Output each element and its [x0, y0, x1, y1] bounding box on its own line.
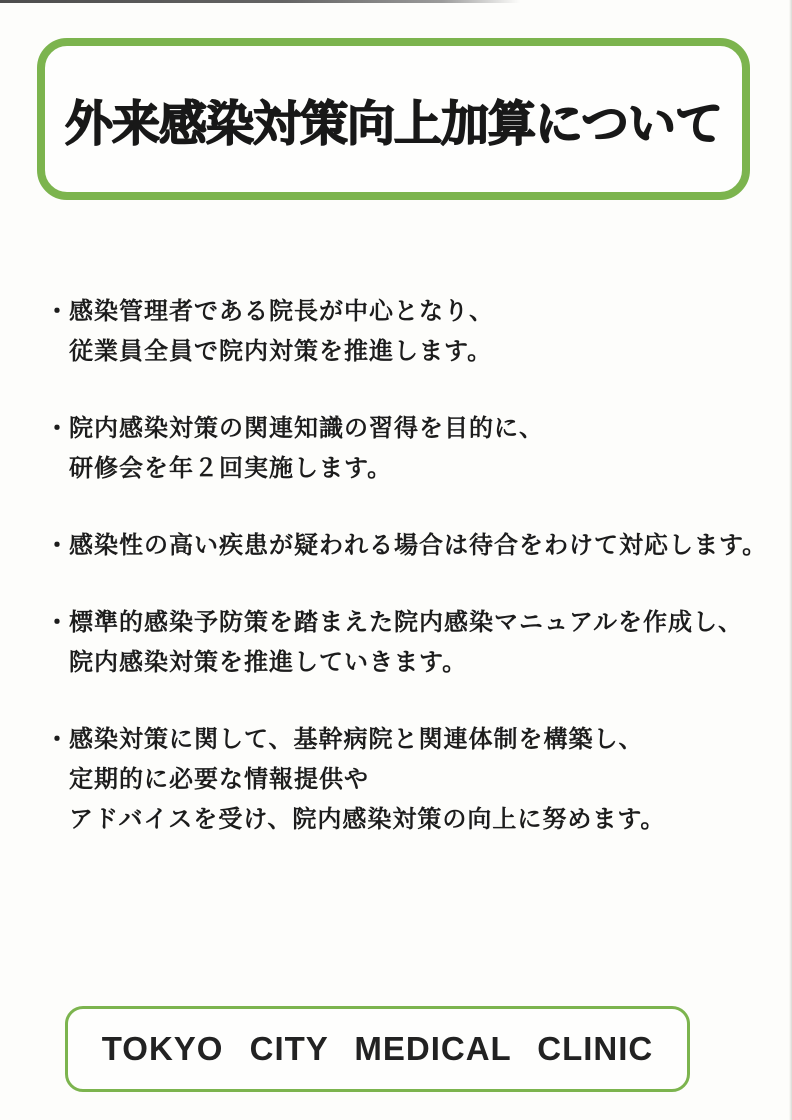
bullet-marker: ・	[45, 298, 69, 325]
bullet-line: 院内感染対策を推進していきます。	[69, 649, 468, 676]
bullet-item-1	[45, 292, 775, 372]
bullet-item-4	[45, 603, 775, 683]
bullet-marker: ・	[45, 726, 69, 753]
bullet-line: 標準的感染予防策を踏まえた院内感染マニュアルを作成し、	[69, 609, 744, 636]
bullet-marker: ・	[45, 415, 69, 442]
bullet-lines	[69, 526, 775, 566]
bullet-item-5	[45, 720, 775, 840]
bullet-line: 感染管理者である院長が中心となり、	[69, 298, 494, 325]
bullet-line: 院内感染対策の関連知識の習得を目的に、	[69, 415, 544, 442]
bullet-item-2	[45, 409, 775, 489]
bullet-line: 研修会を年２回実施します。	[69, 455, 393, 482]
title-box	[37, 38, 750, 200]
bullet-line: 従業員全員で院内対策を推進します。	[69, 338, 493, 365]
bullet-marker: ・	[45, 532, 69, 559]
bullet-lines	[69, 409, 775, 489]
bullet-line: 定期的に必要な情報提供や	[69, 766, 369, 793]
page-title: 外来感染対策向上加算について	[64, 97, 723, 151]
bullet-line: 感染対策に関して、基幹病院と関連体制を構築し、	[69, 726, 644, 753]
bullet-lines	[69, 720, 775, 840]
footer-box	[65, 1006, 690, 1092]
bullet-list	[45, 292, 775, 877]
bullet-lines	[69, 292, 775, 372]
bullet-lines	[69, 603, 775, 683]
bullet-marker: ・	[45, 609, 69, 636]
scan-artifact-top	[0, 0, 520, 3]
bullet-line: 感染性の高い疾患が疑われる場合は待合をわけて対応します。	[69, 532, 768, 559]
clinic-name: TOKYO CITY MEDICAL CLINIC	[101, 1030, 654, 1067]
bullet-item-3	[45, 526, 775, 566]
bullet-line: アドバイスを受け、院内感染対策の向上に努めます。	[69, 806, 666, 833]
